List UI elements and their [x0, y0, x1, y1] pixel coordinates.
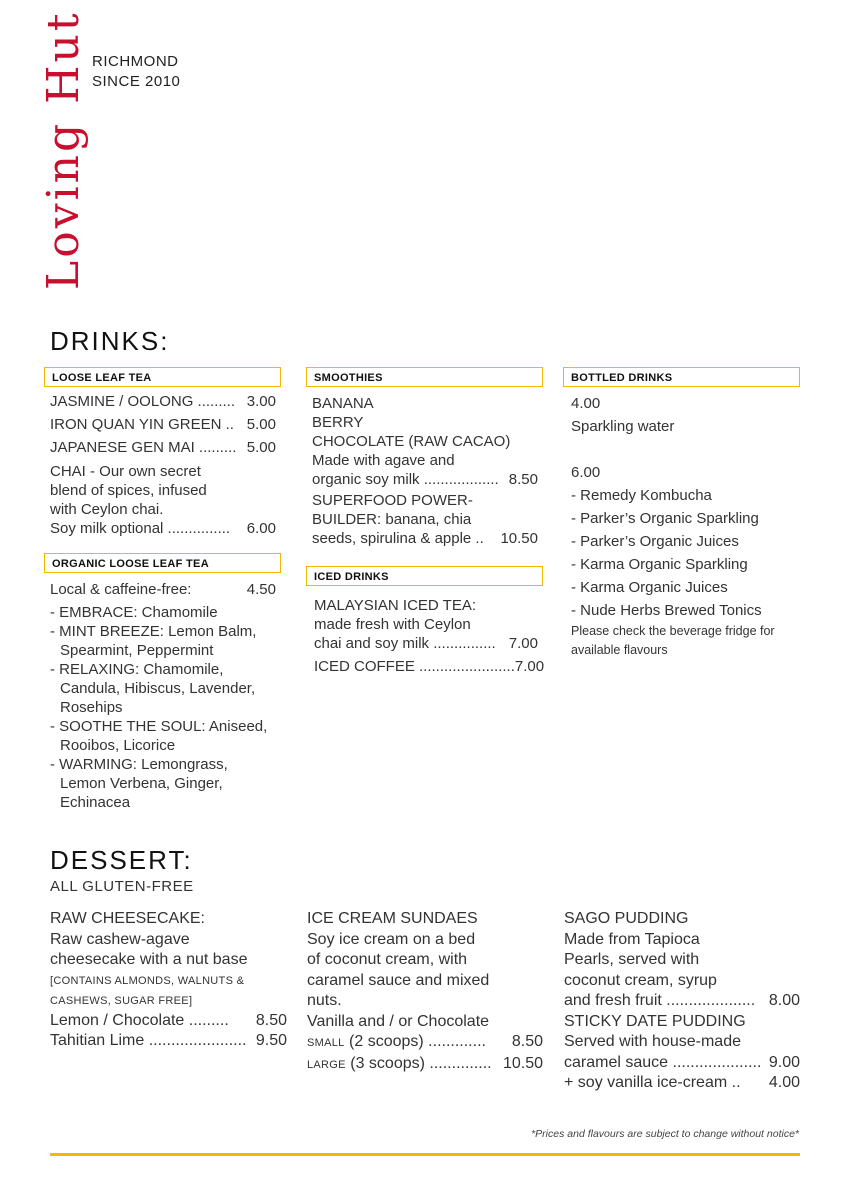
bottled-title: BOTTLED DRINKS [563, 367, 800, 387]
list-item: - Karma Organic Sparkling [571, 556, 748, 573]
list-item: - WARMING: Lemongrass, Lemon Verbena, Ginger, Echinacea [50, 756, 228, 811]
menu-item: JASMINE / OOLONG ......... 3.00 [50, 393, 276, 410]
list-item: - Karma Organic Juices [571, 579, 728, 596]
menu-item: Local & caffeine-free: 4.50 [50, 581, 276, 598]
sticky-date: STICKY DATE PUDDING [564, 1012, 746, 1030]
list-item: - Remedy Kombucha [571, 487, 712, 504]
menu-item: IRON QUAN YIN GREEN .. 5.00 [50, 416, 276, 433]
drinks-heading: DRINKS: [50, 326, 170, 356]
menu-item: ICED COFFEE ....................... 7.00 [314, 658, 545, 675]
menu-item: organic soy milk .................. 8.50 [312, 471, 538, 488]
menu-item: Lemon / Chocolate ......... 8.50 [50, 1011, 287, 1029]
list-item: - RELAXING: Chamomile, Candula, Hibiscus, Lavender, Rosehips [50, 661, 256, 716]
menu-item: SMALL (2 scoops) ............. 8.50 [307, 1033, 543, 1050]
list-item: - SOOTHE THE SOUL: Aniseed, Rooibos, Licorice [50, 718, 268, 754]
smoothies-list: BANANA BERRY CHOCOLATE (RAW CACAO) Made with agave and organic soy milk .................. 8.50 SUPERFOOD POWER- BUILDER: banana, chia seeds, spirulina & apple .. 10.50 [312, 395, 538, 547]
disclaimer: *Prices and flavours are subject to change without notice* [531, 1128, 799, 1140]
menu-item: + soy vanilla ice-cream .. 4.00 [564, 1074, 800, 1091]
menu-item: JAPANESE GEN MAI ......... 5.00 [50, 439, 276, 456]
menu-item: and fresh fruit .................... 8.00 [564, 992, 800, 1009]
dessert-sub: ALL GLUTEN-FREE [50, 878, 194, 895]
bottled-list: 4.00 Sparkling water 6.00 - Remedy Kombucha - Parker’s Organic Sparkling - Parker’s Organic Juices - Karma Organic Sparkling - Karma Organic Juices - Nude Herbs Brewed Tonics Please check the beverage fridge for available flavours [571, 394, 800, 660]
menu-item: chai and soy milk ............... 7.00 [314, 635, 538, 652]
menu-item: Soy milk optional ............... 6.00 [50, 520, 276, 537]
dessert-heading: DESSERT: [50, 845, 193, 875]
smoothies-title: SMOOTHIES [306, 367, 543, 387]
location: RICHMOND [92, 53, 179, 70]
list-item: - Parker’s Organic Sparkling [571, 510, 759, 527]
since: SINCE 2010 [92, 73, 181, 90]
list-item: - MINT BREEZE: Lemon Balm, Spearmint, Peppermint [50, 623, 257, 659]
sundaes: ICE CREAM SUNDAES Soy ice cream on a bed of coconut cream, with caramel sauce and mixed nuts. Vanilla and / or Chocolate SMALL (2 scoops) ............. 8.50 LARGE (3 scoops) .............. 10.50 [307, 909, 543, 1075]
list-item: - Nude Herbs Brewed Tonics [571, 602, 762, 619]
organic-title: ORGANIC LOOSE LEAF TEA [44, 553, 281, 573]
sago-pudding: SAGO PUDDING Made from Tapioca Pearls, served with coconut cream, syrup and fresh fruit .................... 8.00 STICKY DATE PUDDING Served with house-made caramel sauce .................... 9.00 + soy vanilla ice-cream .. 4.00 [564, 909, 800, 1094]
location-block [92, 52, 180, 92]
footer-rule [50, 1153, 800, 1156]
loose-leaf-list [50, 392, 276, 538]
menu-item: LARGE (3 scoops) .............. 10.50 [307, 1054, 543, 1072]
iced-title: ICED DRINKS [306, 566, 543, 586]
menu-item: seeds, spirulina & apple .. 10.50 [312, 530, 538, 547]
organic-list [50, 580, 276, 812]
menu-item: caramel sauce .................... 9.00 [564, 1053, 800, 1071]
loose-leaf-title: LOOSE LEAF TEA [44, 367, 281, 387]
logo: Loving Hut [38, 10, 89, 290]
cheesecake: RAW CHEESECAKE: Raw cashew-agave cheesecake with a nut base [CONTAINS ALMONDS, WALNUTS & CASHEWS, SUGAR FREE] Lemon / Chocolate ......... 8.50 Tahitian Lime ...................... 9.50 [50, 909, 287, 1052]
iced-list: MALAYSIAN ICED TEA: made fresh with Ceylon chai and soy milk ............... 7.00 ICED COFFEE ....................... 7.00 [314, 597, 545, 675]
list-item: - Parker’s Organic Juices [571, 533, 739, 550]
chai-desc: CHAI - Our own secret blend of spices, infused with Ceylon chai. [50, 463, 207, 518]
menu-item: Tahitian Lime ...................... 9.50 [50, 1032, 287, 1049]
list-item: - EMBRACE: Chamomile [50, 604, 218, 621]
